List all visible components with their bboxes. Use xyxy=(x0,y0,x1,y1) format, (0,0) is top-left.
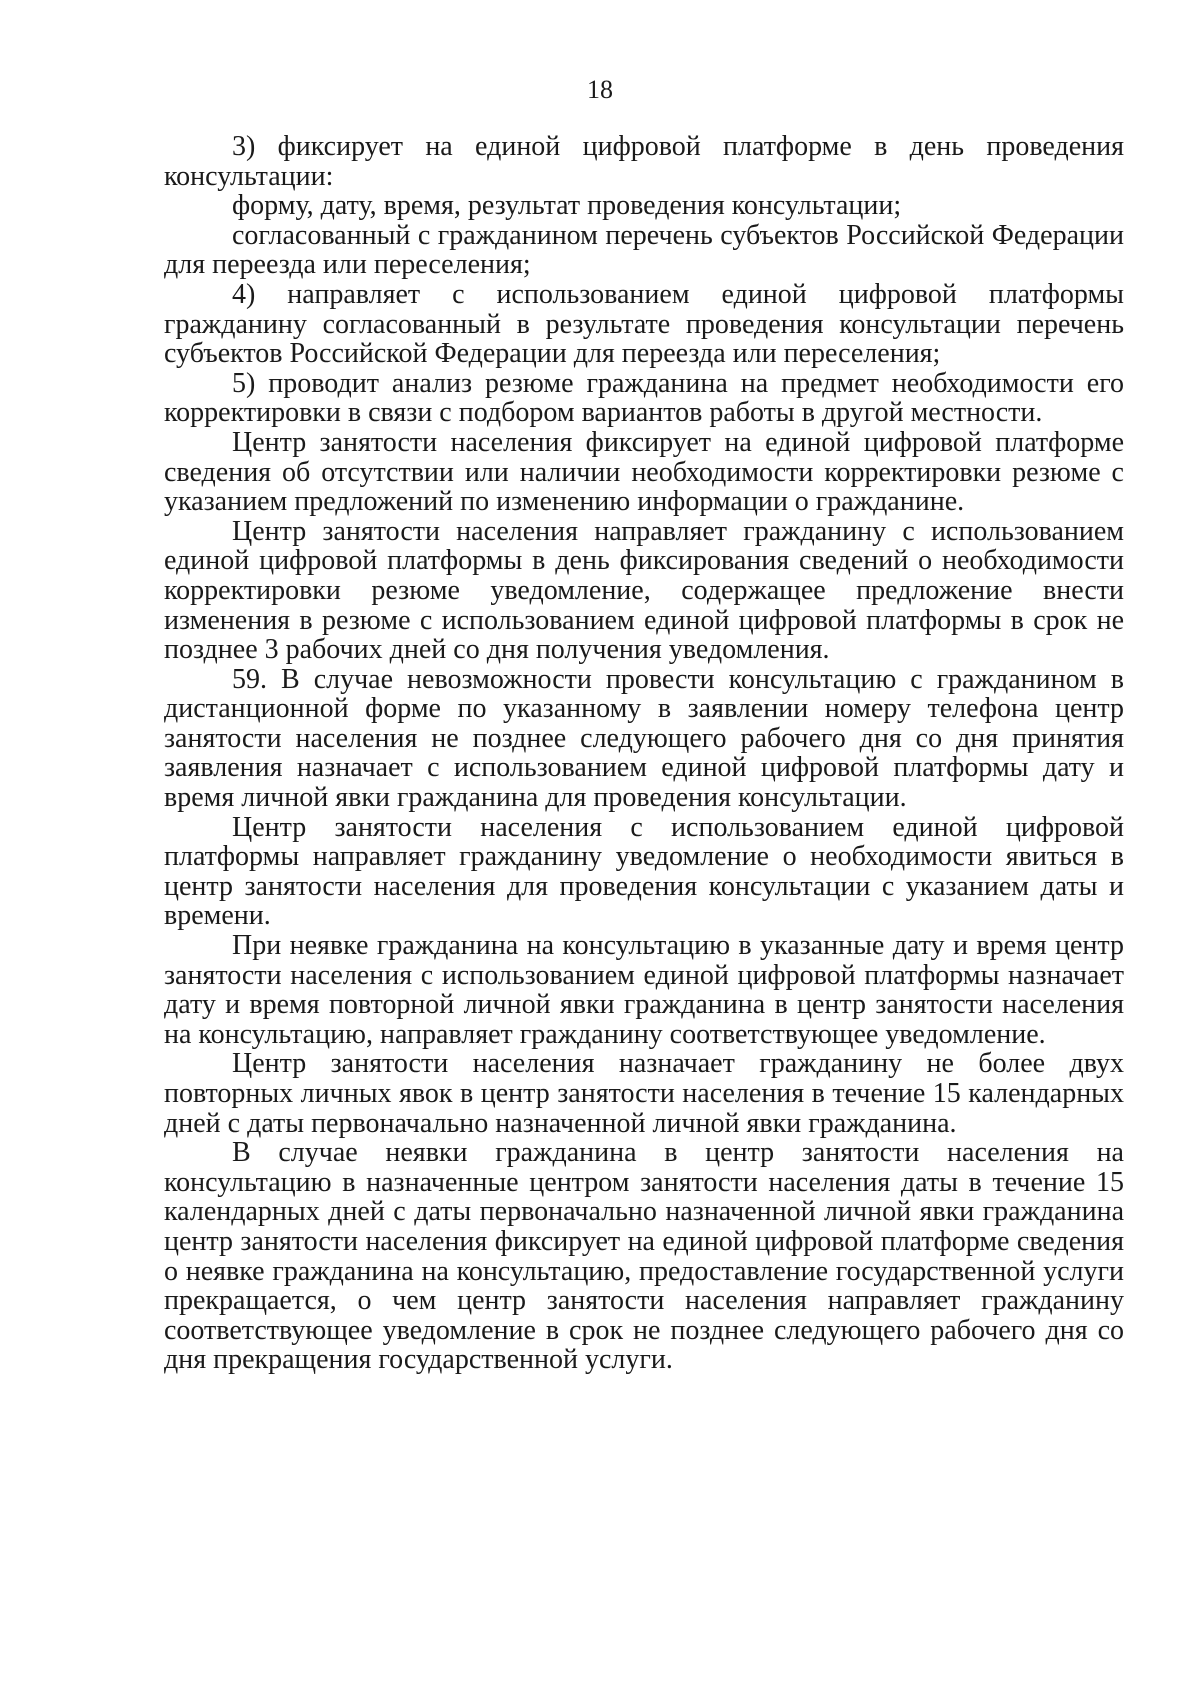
paragraph-visit-notification: Центр занятости населения с использованием единой цифровой платформы направляет гражданину уведомление о необходимости явиться в центр занятости населения для проведения консультации с указанием даты и времени. xyxy=(164,811,1124,932)
paragraph-agreed-regions: согласованный с гражданином перечень субъектов Российской Федерации для переезда или переселения; xyxy=(164,219,1124,281)
paragraph-service-termination: В случае неявки гражданина в центр занятости населения на консультацию в назначенные центром занятости населения даты в течение 15 календарных дней с даты первоначально назначенной личной явки гражданина центр занятости населения фиксирует на единой цифровой платформе сведения о неявке гражданина на консультацию, предоставление государственной услуги прекращается, о чем центр занятости населения направляет гражданину соответствующее уведомление в срок не позднее следующего рабочего дня со дня прекращения государственной услуги. xyxy=(164,1137,1124,1376)
paragraph-item-4: 4) направляет с использованием единой цифровой платформы гражданину согласованный в результате проведения консультации перечень субъектов Российской Федерации для переезда или переселения; xyxy=(164,278,1124,370)
paragraph-resume-record: Центр занятости населения фиксирует на единой цифровой платформе сведения об отсутствии или наличии необходимости корректировки резюме с указанием предложений по изменению информации о гражданине. xyxy=(164,426,1124,518)
paragraph-resume-notification: Центр занятости населения направляет гражданину с использованием единой цифровой платформы в день фиксирования сведений о необходимости корректировки резюме уведомление, содержащее предложение внести изменения в резюме с использованием единой цифровой платформы в срок не позднее 3 рабочих дней со дня получения уведомления. xyxy=(164,515,1124,666)
paragraph-item-5: 5) проводит анализ резюме гражданина на предмет необходимости его корректировки в связи с подбором вариантов работы в другой местности. xyxy=(164,367,1124,429)
page-number: 18 xyxy=(587,75,613,104)
paragraph-consultation-form: форму, дату, время, результат проведения консультации; xyxy=(232,190,902,222)
paragraph-item-3: 3) фиксирует на единой цифровой платформе в день проведения консультации: xyxy=(164,131,1124,192)
paragraph-item-59: 59. В случае невозможности провести консультацию с гражданином в дистанционной форме по указанному в заявлении номеру телефона центр занятости населения не позднее следующего рабочего дня со дня принятия заявления назначает с использованием единой цифровой платформы дату и время личной явки гражданина для проведения консультации. xyxy=(164,663,1124,814)
document-body xyxy=(164,132,1124,1375)
paragraph-repeat-visit: При неявке гражданина на консультацию в указанные дату и время центр занятости населения с использованием единой цифровой платформы назначает дату и время повторной личной явки гражданина в центр занятости населения на консультацию, направляет гражданину соответствующее уведомление. xyxy=(164,930,1124,1050)
paragraph-repeat-limit: Центр занятости населения назначает гражданину не более двух повторных личных явок в центр занятости населения в течение 15 календарных дней с даты первоначально назначенной личной явки гражданина. xyxy=(164,1048,1124,1139)
